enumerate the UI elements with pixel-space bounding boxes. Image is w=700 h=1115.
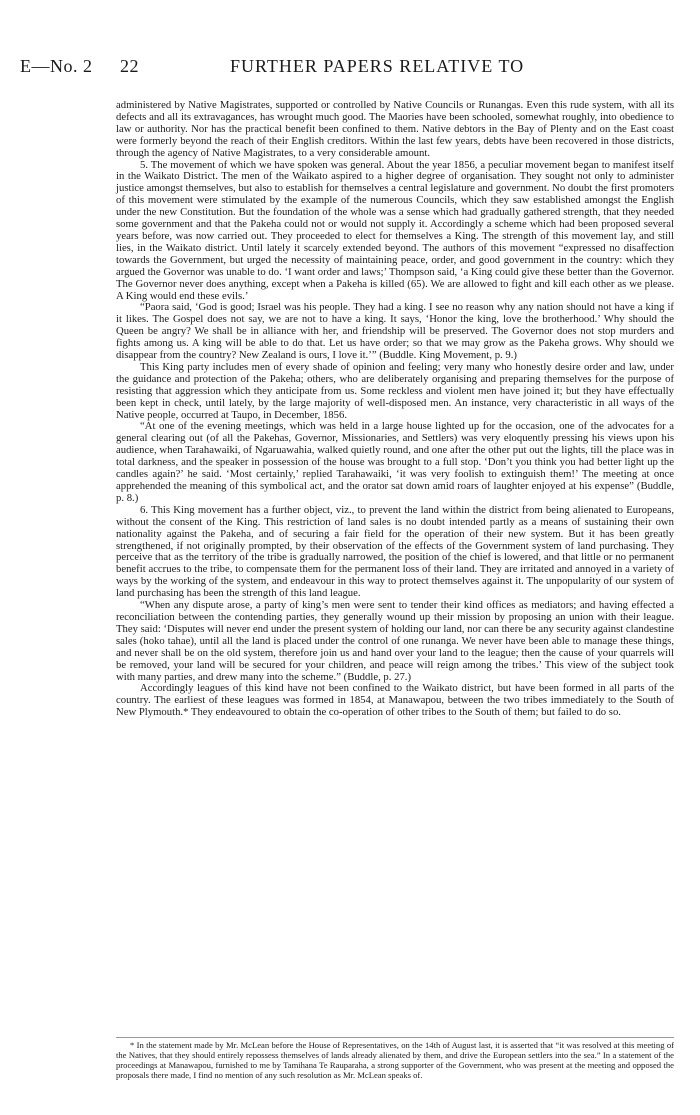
- running-header: [20, 56, 660, 80]
- footnote-divider: [116, 1037, 674, 1038]
- body-text: [116, 100, 674, 719]
- paragraph-king-party: This King party includes men of every shade of opinion and feeling; very many who honestly desire order and law, under the guidance and protection of the Pakeha; others, who are deliberately organising and preparing themselves for the purpose of resisting that aggression which they anticipate from us. Some reckless and violent men have joined it; but they have effectually been kept in check, until lately, by the large majority of well-disposed men. An instance, very characteristic in all ways of the Native people, occurred at Taupo, in December, 1856.: [116, 360, 674, 421]
- footnote-text: * In the statement made by Mr. McLean before the House of Representatives, on the 14th of August last, it is asserted that “it was resolved at this meeting of the Natives, that they should entirely repossess themselves of lands already alienated by them, and drive the European settlers into the sea.” In a statement of the proceedings at Manawapou, furnished to me by Tamihana Te Rauparaha, a strong supporter of the Government, who was present at the meeting and opposed the proposals there made, I find no mention of any such resolution as Mr. McLean speaks of.: [116, 1040, 674, 1080]
- paragraph-6-land-league: 6. This King movement has a further object, viz., to prevent the land within the district from being alienated to Europeans, without the consent of the King. This restriction of land sales is no doubt intended partly as a means of sustaining their own nationality against the Pakeha, and of securing a fair field for the operation of their new system. But it has been greatly strengthened, if not originally prompted, by their observation of the effects of the Government system of land purchasing. They perceive that as the territory of the tribe is gradually narrowed, the position of the chief is lowered, and that little or no permanent benefit accrues to the tribe, to compensate them for the permanent loss of their land. They are irritated and annoyed in a variety of ways by the working of the system, and endeavour in this way to protect themselves against it. The unpopularity of our system of land purchasing has been the strength of this land league.: [116, 503, 674, 600]
- paper-code: E—No. 2: [20, 56, 93, 76]
- paragraph-5-king-movement: 5. The movement of which we have spoken was general. About the year 1856, a peculiar movement began to manifest itself in the Waikato District. The men of the Waikato aspired to a higher degree of organisation. They sought not only to administer justice amongst themselves, but also to establish for themselves a central legislature and government. No doubt the first promoters of this movement were stimulated by the example of the numerous Councils, which they saw established amongst the English under the new Constitution. But the foundation of the whole was a sense which had gradually gathered strength, that they needed some government and that the Pakeha could not or would not supply it. Accordingly a scheme which had been proposed several years before, was now carried out. They proceeded to elect for themselves a King. The strength of this movement lay, and still lies, in the Waikato district. Until lately it scarcely extended beyond. The authors of this movement “expressed no disaffection towards the Government, but urged the necessity of maintaining peace, order, and good government in the country: which they argued the Governor was unable to do. ‘I want order and laws;’ Thompson said, ‘a King could give these better than the Governor. The Governor never does anything, except when a Pakeha is killed (65). We are allowed to fight and kill each other as we please. A King would end these evils.’: [116, 158, 674, 302]
- paragraph-manawapou: Accordingly leagues of this kind have not been confined to the Waikato district, but have been formed in all parts of the country. The earliest of these leagues was formed in 1854, at Manawapou, between the two tribes immediately to the South of New Plymouth.* They endeavoured to obtain the co-operation of other tribes to the South of them; but failed to do so.: [116, 682, 674, 719]
- footnote: [116, 1041, 674, 1081]
- quote-paora: “Paora said, ‘God is good; Israel was his people. They had a king. I see no reason why any nation should not have a king if it likes. The Gospel does not say, we are not to have a king. It says, ‘Honor the king, love the brotherhood.’ Why should the Queen be angry? We shall be in alliance with her, and friendship will be preserved. The Governor does not stop murders and fights among us. A king will be able to do that. Let us have order; so that we may grow as the Pakeha grows. Why should we disappear from the country? New Zealand is ours, I love it.’” (Buddle. King Movement, p. 9.): [116, 301, 674, 362]
- paragraph-runangas: administered by Native Magistrates, supported or controlled by Native Councils or Runangas. Even this rude system, with all its defects and all its extravagances, has wrought much good. The Maories have been schooled, somewhat roughly, into obedience to law or authority. Nor has the practical benefit been confined to them. Native debtors in the Bay of Plenty and on the East coast were formerly beyond the reach of their English creditors. Within the last few years, debts have been recovered in those districts, through the agency of Native Magistrates, to a very considerable amount.: [116, 99, 674, 159]
- quote-disputes: “When any dispute arose, a party of king’s men were sent to tender their kind offices as mediators; and having effected a reconciliation between the contending parties, they generally wound up their mission by proposing an union with their league. They said: ‘Disputes will never end under the present system of holding our land, nor can there be any security against clandestine sales (hoko tahae), until all the land is placed under the control of one runanga. We never have been able to manage these things, and never shall be on the old system, therefore join us and hand over your land to the league; then the cause of your quarrels will be removed, your land will be secured for your children, and peace will reign among the tribes.’ This view of the subject took with many parties, and drew many into the scheme.” (Buddle, p. 27.): [116, 599, 674, 683]
- quote-taupo-meeting: “At one of the evening meetings, which was held in a large house lighted up for the occasion, one of the advocates for a general clearing out (of all the Pakehas, Governor, Missionaries, and Settlers) was very eloquently pressing his views upon his audience, when Tarahawaiki, of Ngaruawahia, walked quietly round, and one after the other put out the lights, till the place was in total darkness, and the speaker in possession of the house was brought to a full stop. ‘Don’t you think you had better light up the candles again?’ he said. ‘Most certainly,’ replied Tarahawaiki, ‘it was very foolish to extinguish them!’ The meeting at once apprehended the meaning of this symbolical act, and the orator sat down amid roars of laughter enjoyed at his expense” (Buddle, p. 8.): [116, 420, 674, 504]
- running-title: FURTHER PAPERS RELATIVE TO: [230, 56, 525, 76]
- page-number: 22: [120, 56, 139, 76]
